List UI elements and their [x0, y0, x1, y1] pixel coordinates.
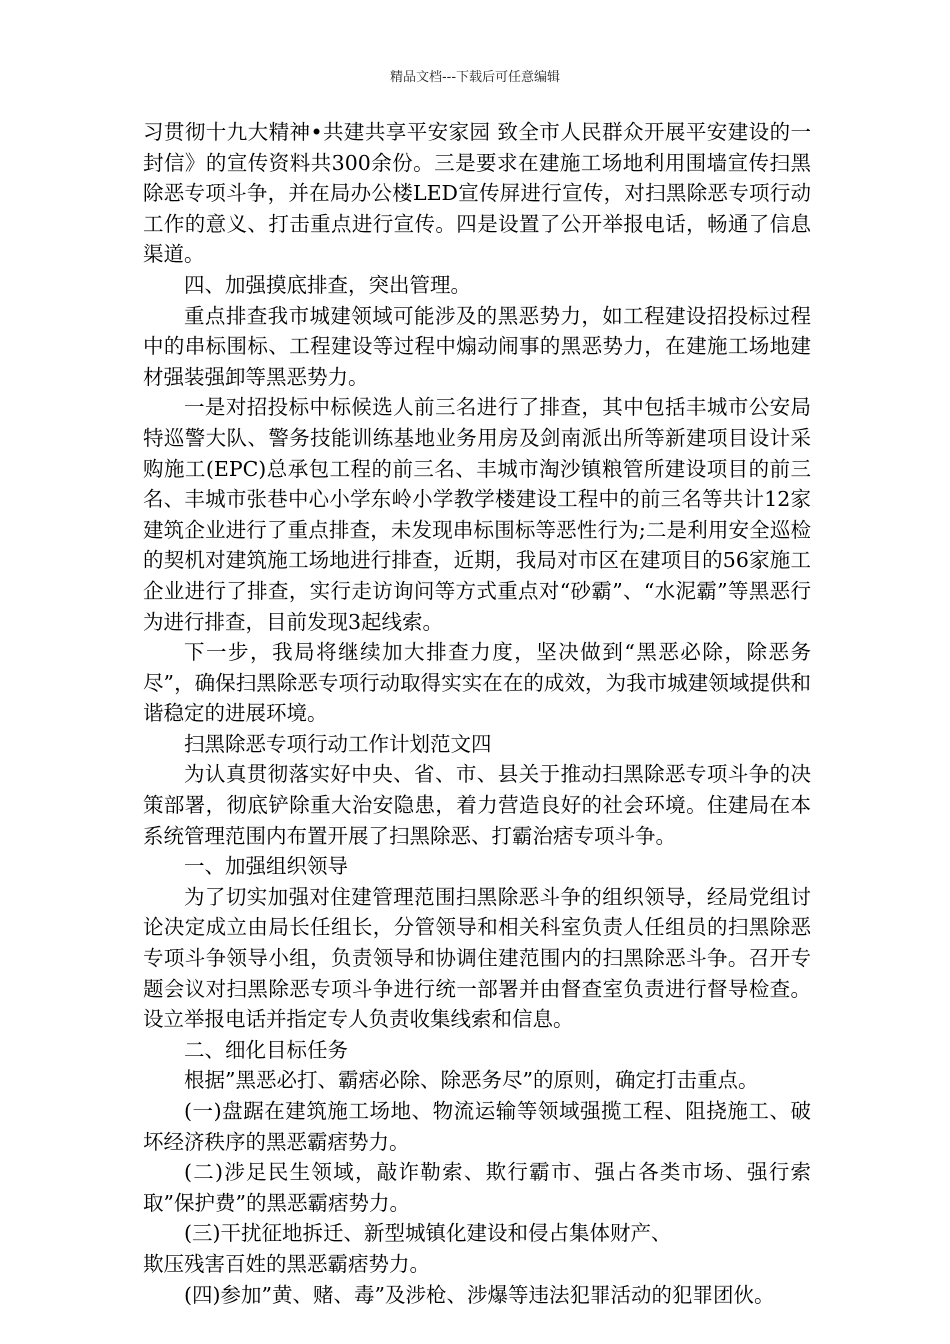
list-item: (三)干扰征地拆迁、新型城镇化建设和侵占集体财产、	[184, 1221, 672, 1246]
section-heading: 四、加强摸底排查，突出管理。	[184, 272, 471, 297]
list-item: (四)参加”黄、赌、毒”及涉枪、涉爆等违法犯罪活动的犯罪团伙。	[184, 1282, 775, 1307]
paragraph: 根据”黑恶必打、霸痞必除、除恶务尽”的原则，确定打击重点。	[184, 1068, 759, 1093]
list-item-continuation: 欺压残害百姓的黑恶霸痞势力。	[143, 1251, 430, 1276]
list-item: (一)盘踞在建筑施工场地、物流运输等领域强揽工程、阻挠施工、破坏经济秩序的黑恶霸痞势力。	[143, 1099, 811, 1154]
paragraph: 为了切实加强对住建管理范围扫黑除恶斗争的组织领导，经局党组讨论决定成立由局长任组长，分管领导和相关科室负责人任组员的扫黑除恶专项斗争领导小组，负责领导和协调住建范围内的扫黑除恶斗争。召开专题会议对扫黑除恶专项斗争进行统一部署并由督查室负责进行督导检查。设立举报电话并指定专人负责收集线索和信息。	[143, 884, 811, 1032]
section-heading: 一、加强组织领导	[184, 854, 348, 879]
page-header: 精品文档---下载后可任意编辑	[389, 70, 561, 85]
document-body	[143, 117, 811, 1310]
paragraph: 一是对招投标中标候选人前三名进行了排查，其中包括丰城市公安局特巡警大队、警务技能训练基地业务用房及剑南派出所等新建项目设计采购施工(EPC)总承包工程的前三名、丰城市淘沙镇粮管所建设项目的前三名、丰城市张巷中心小学东岭小学教学楼建设工程中的前三名等共计12家建筑企业进行了重点排查，未发现串标围标等恶性行为;二是利用安全巡检的契机对建筑施工场地进行排查，近期，我局对市区在建项目的56家施工企业进行了排查，实行走访询问等方式重点对“砂霸”、“水泥霸”等黑恶行为进行排查，目前发现3起线索。	[143, 395, 811, 634]
section-heading: 二、细化目标任务	[184, 1037, 348, 1062]
list-item: (二)涉足民生领域，敲诈勒索、欺行霸市、强占各类市场、强行索取”保护费”的黑恶霸痞势力。	[143, 1160, 811, 1215]
paragraph: 重点排查我市城建领域可能涉及的黑恶势力，如工程建设招投标过程中的串标围标、工程建设等过程中煽动闹事的黑恶势力，在建施工场地建材强装强卸等黑恶势力。	[143, 303, 811, 389]
document-title: 扫黑除恶专项行动工作计划范文四	[184, 731, 492, 756]
paragraph: 为认真贯彻落实好中央、省、市、县关于推动扫黑除恶专项斗争的决策部署，彻底铲除重大治安隐患，着力营造良好的社会环境。住建局在本系统管理范围内布置开展了扫黑除恶、打霸治痞专项斗争。	[143, 762, 811, 848]
paragraph: 下一步，我局将继续加大排查力度，坚决做到“黑恶必除，除恶务尽”，确保扫黑除恶专项行动取得实实在在的成效，为我市城建领域提供和谐稳定的进展环境。	[143, 640, 811, 726]
paragraph: 习贯彻十九大精神•共建共享平安家园 致全市人民群众开展平安建设的一封信》的宣传资料共300余份。三是要求在建施工场地利用围墙宣传扫黑除恶专项斗争，并在局办公楼LED宣传屏进行宣传，对扫黑除恶专项行动工作的意义、打击重点进行宣传。四是设置了公开举报电话，畅通了信息渠道。	[143, 120, 811, 267]
